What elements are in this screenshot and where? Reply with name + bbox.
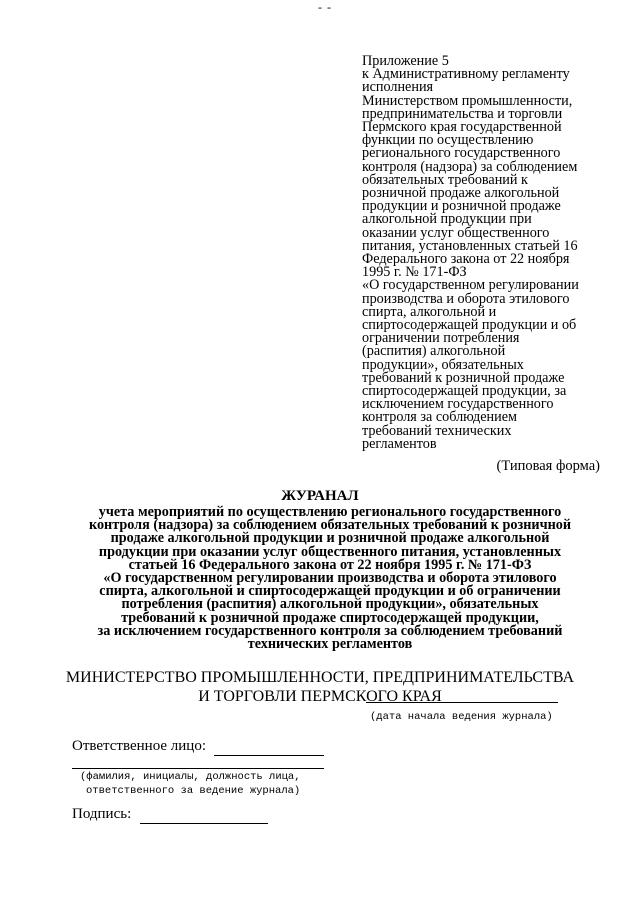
subtitle-line: потребления (распития) алкогольной продукции», обязательных [121, 596, 539, 613]
appendix-line: Федерального закона от 22 ноября [362, 251, 570, 268]
appendix-line: оказании услуг общественного [362, 224, 550, 241]
subtitle-line: требований к розничной продаже спиртосодержащей продукции, [121, 609, 539, 626]
ministry-line-2: И ТОРГОВЛИ ПЕРМСКОГО КРАЯ [198, 688, 442, 705]
appendix-line: Министерством промышленности, [362, 92, 573, 109]
page-mark: - - [318, 0, 332, 14]
appendix-line: «О государственном регулировании [362, 277, 579, 294]
ministry-name [0, 668, 640, 706]
responsible-person-label: Ответственное лицо: [72, 738, 206, 754]
subtitle-line: контроля (надзора) за соблюдением обязательных требований к розничной [88, 517, 572, 534]
appendix-line: производства и оборота этилового [362, 290, 570, 307]
signature-label: Подпись: [72, 806, 132, 822]
responsible-caption-line-1: (фамилия, инициалы, должность лица, [80, 771, 301, 783]
appendix-line: предпринимательства и торговли [362, 105, 563, 122]
appendix-header [362, 55, 620, 451]
subtitle-line: «О государственном регулировании производства и оборота этилового [103, 570, 557, 587]
responsible-person-field[interactable] [214, 755, 324, 756]
responsible-caption-line-2: ответственного за ведение журнала) [86, 785, 301, 797]
appendix-line: обязательных требований к [362, 171, 528, 188]
appendix-line: регламентов [362, 435, 437, 452]
appendix-line: Приложение 5 [362, 53, 449, 69]
start-date-field[interactable] [366, 702, 558, 703]
subtitle-line: продукции при оказании услуг общественного питания, установленных [98, 543, 562, 560]
appendix-line: требований к розничной продаже [362, 369, 565, 386]
appendix-line: исполнения [362, 79, 434, 96]
appendix-line: регионального государственного [362, 145, 561, 162]
appendix-line: контроля за соблюдением [362, 409, 518, 426]
subtitle-line: продаже алкогольной продукции и розничной продаже алкогольной [110, 530, 550, 547]
appendix-line: (распития) алкогольной [362, 343, 506, 360]
document-title: ЖУРАНАЛ [281, 488, 359, 504]
signature-field[interactable] [140, 823, 268, 824]
appendix-line: розничной продаже алкогольной [362, 185, 560, 202]
appendix-line: Пермского края государственной [362, 119, 562, 136]
appendix-line: требований технических [362, 422, 512, 439]
subtitle-line: статьей 16 Федерального закона от 22 ноября 1995 г. № 171-ФЗ [128, 556, 532, 573]
appendix-line: к Административному регламенту [362, 66, 570, 83]
subtitle-line: технических регламентов [247, 636, 413, 653]
appendix-line: питания, установленных статьей 16 [362, 237, 578, 254]
appendix-line: продукции и розничной продаже [362, 198, 561, 215]
start-date-caption: (дата начала ведения журнала) [370, 711, 553, 723]
responsible-person-caption [80, 770, 301, 798]
appendix-line: ограничении потребления [362, 330, 520, 347]
subtitle-line: учета мероприятий по осуществлению регионального государственного [98, 504, 562, 520]
form-type-label: (Типовая форма) [496, 458, 600, 474]
appendix-line: продукции», обязательных [362, 356, 524, 373]
subtitle-line: спирта, алкогольной и спиртосодержащей продукции и об ограничении [99, 583, 561, 600]
appendix-line: алкогольной продукции при [362, 211, 532, 228]
subtitle-line: за исключением государственного контроля за соблюдением требований [97, 622, 563, 639]
appendix-line: спирта, алкогольной и [362, 303, 497, 320]
appendix-line: спиртосодержащей продукции, за [362, 383, 567, 400]
appendix-line: функции по осуществлению [362, 132, 534, 149]
appendix-line: 1995 г. № 171-ФЗ [362, 264, 467, 281]
appendix-line: спиртосодержащей продукции и об [362, 317, 577, 334]
document-subtitle [70, 506, 590, 651]
appendix-line: контроля (надзора) за соблюдением [362, 158, 578, 175]
responsible-person-field-2[interactable] [72, 768, 324, 769]
appendix-line: исключением государственного [362, 396, 554, 413]
ministry-line-1: МИНИСТЕРСТВО ПРОМЫШЛЕННОСТИ, ПРЕДПРИНИМАТЕЛЬСТВА [65, 669, 575, 686]
